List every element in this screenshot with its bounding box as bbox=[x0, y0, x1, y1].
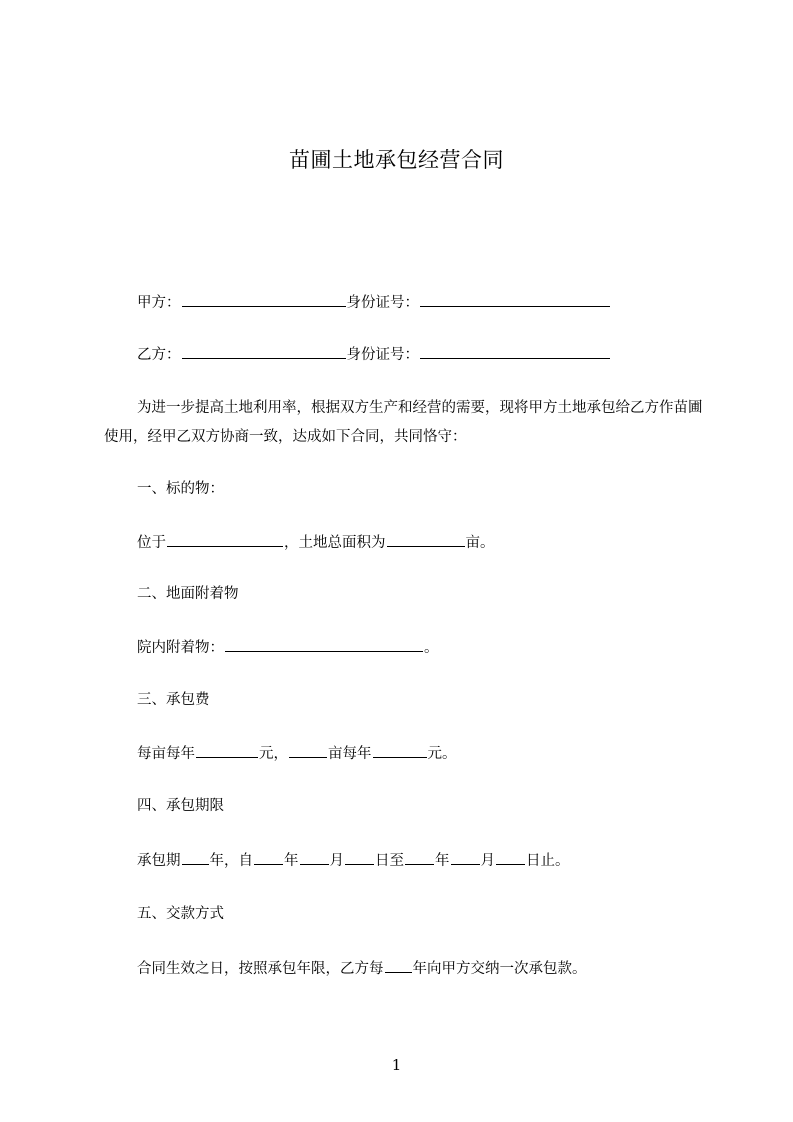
fee-per-mu-label: 每亩每年 bbox=[137, 746, 195, 762]
total-mu-blank bbox=[289, 743, 327, 758]
location-label: 位于 bbox=[137, 535, 166, 551]
section-3-line bbox=[137, 743, 457, 764]
location-blank bbox=[167, 532, 283, 547]
end-month-label: 月 bbox=[480, 853, 495, 869]
section-3-heading: 三、承包费 bbox=[137, 692, 210, 708]
party-a-id-label: 身份证号： bbox=[346, 295, 419, 311]
start-year-label: 年 bbox=[284, 853, 299, 869]
start-month-blank bbox=[300, 850, 329, 865]
section-1-line bbox=[137, 532, 495, 553]
fee-per-mu-blank bbox=[196, 743, 258, 758]
end-day-label: 日止。 bbox=[526, 853, 570, 869]
start-month-label: 月 bbox=[329, 853, 344, 869]
term-years-blank bbox=[182, 850, 209, 865]
section-4-line bbox=[137, 850, 570, 871]
preamble-paragraph: 为进一步提高土地利用率，根据双方生产和经营的需要，现将甲方土地承包给乙方作苗圃使用，经甲乙双方协商一致，达成如下合同，共同恪守： bbox=[104, 400, 703, 445]
payment-interval-blank bbox=[385, 958, 412, 973]
attachments-label: 院内附着物： bbox=[137, 640, 224, 656]
term-label: 承包期 bbox=[137, 853, 181, 869]
section-5-line bbox=[137, 958, 587, 979]
party-a-name-blank bbox=[182, 292, 346, 307]
start-day-blank bbox=[345, 850, 374, 865]
section-4-heading: 四、承包期限 bbox=[137, 798, 224, 814]
payment-rest: 年向甲方交纳一次承包款。 bbox=[412, 961, 587, 977]
end-year-blank bbox=[405, 850, 434, 865]
party-a-line bbox=[137, 292, 611, 313]
party-b-label: 乙方： bbox=[137, 347, 181, 363]
party-b-name-blank bbox=[182, 344, 346, 359]
term-from-label: 年，自 bbox=[209, 853, 253, 869]
area-blank bbox=[387, 532, 465, 547]
end-month-blank bbox=[451, 850, 480, 865]
total-mu-label: 亩每年 bbox=[328, 746, 372, 762]
attachments-end: 。 bbox=[424, 640, 439, 656]
section-2-line bbox=[137, 637, 439, 658]
section-5-heading: 五、交款方式 bbox=[137, 906, 224, 922]
page-number: 1 bbox=[391, 1056, 402, 1074]
document-title: 苗圃土地承包经营合同 bbox=[289, 148, 504, 172]
party-a-id-blank bbox=[420, 292, 610, 307]
start-day-label: 日至 bbox=[375, 853, 404, 869]
payment-label: 合同生效之日，按照承包年限，乙方每 bbox=[137, 961, 384, 977]
party-a-label: 甲方： bbox=[137, 295, 181, 311]
party-b-line bbox=[137, 344, 611, 365]
end-day-blank bbox=[496, 850, 525, 865]
fee-yuan-label: 元， bbox=[259, 746, 288, 762]
total-fee-unit: 元。 bbox=[427, 746, 457, 762]
start-year-blank bbox=[254, 850, 283, 865]
section-1-heading: 一、标的物： bbox=[137, 481, 224, 497]
party-b-id-label: 身份证号： bbox=[346, 347, 419, 363]
attachments-blank bbox=[225, 637, 423, 652]
party-b-id-blank bbox=[420, 344, 610, 359]
end-year-label: 年 bbox=[435, 853, 450, 869]
section-2-heading: 二、地面附着物 bbox=[137, 586, 239, 602]
area-unit: 亩。 bbox=[465, 535, 495, 551]
area-label: ，土地总面积为 bbox=[284, 535, 386, 551]
total-fee-blank bbox=[373, 743, 427, 758]
